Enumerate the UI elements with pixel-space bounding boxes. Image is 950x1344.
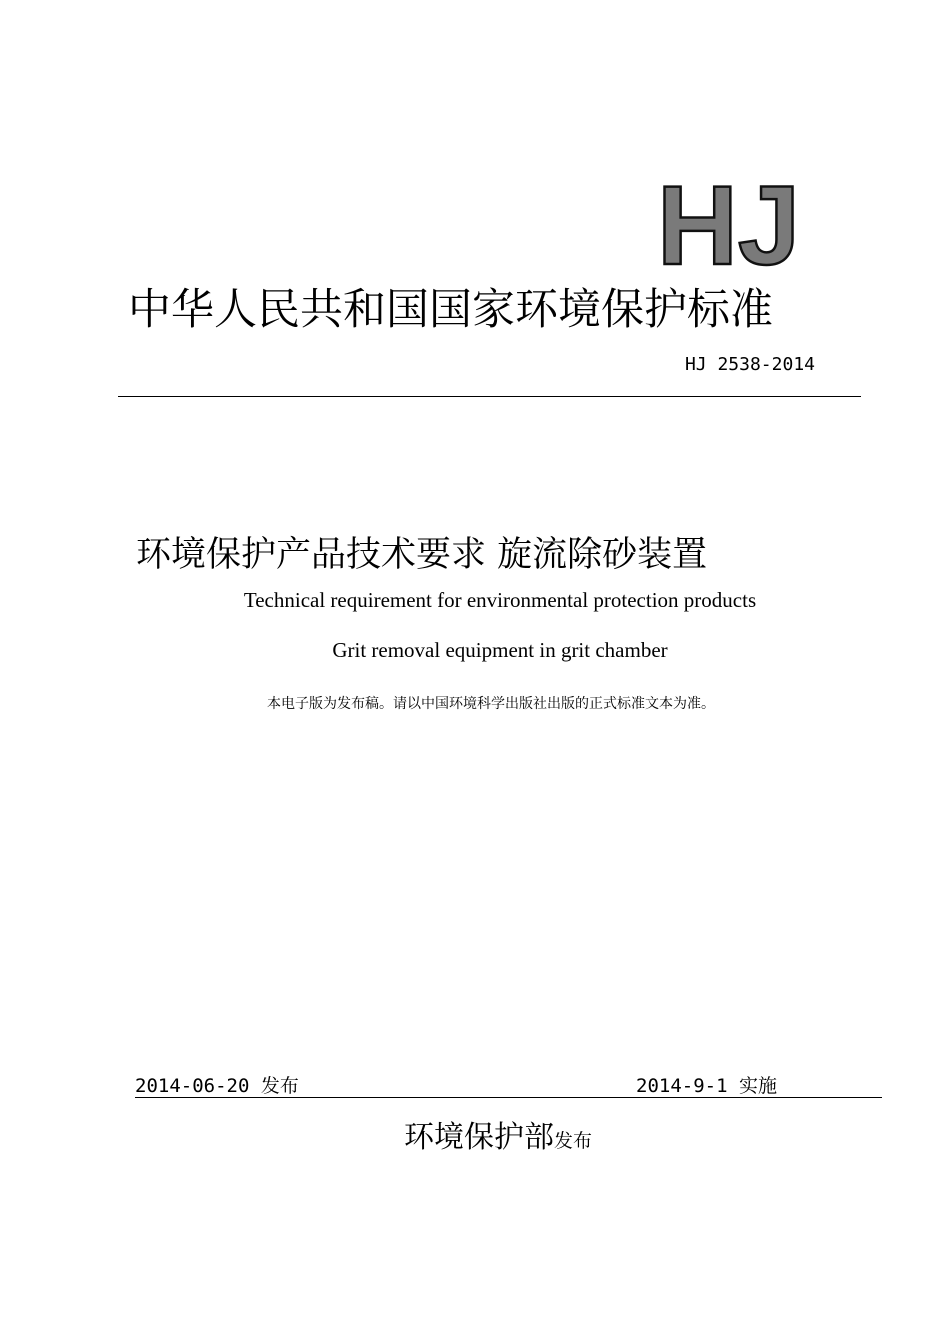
electronic-version-notice: 本电子版为发布稿。请以中国环境科学出版社出版的正式标准文本为准。 <box>267 696 715 712</box>
top-divider <box>118 396 861 397</box>
document-title-en-line1: Technical requirement for environmental protection products <box>243 588 757 612</box>
hj-logo-text: HJ <box>657 176 801 276</box>
bottom-divider <box>135 1097 882 1098</box>
hj-logo-graphic <box>655 176 815 276</box>
implementation-date-block <box>636 1071 777 1098</box>
org-title: 中华人民共和国国家环境保护标准 <box>128 285 773 335</box>
standard-number: HJ 2538-2014 <box>684 354 815 375</box>
implementation-date: 2014-9-1 <box>636 1075 728 1097</box>
document-title-en-line2: Grit removal equipment in grit chamber <box>332 638 668 662</box>
issue-label: 发布 <box>260 1075 299 1097</box>
document-title-cn: 环境保护产品技术要求 旋流除砂装置 <box>136 535 708 575</box>
implementation-label: 实施 <box>738 1075 777 1097</box>
issuer-name: 环境保护部 <box>404 1120 554 1155</box>
hj-logo <box>655 176 815 276</box>
issuer-block <box>404 1112 592 1156</box>
issuer-suffix: 发布 <box>554 1130 593 1152</box>
issue-date-block <box>135 1071 299 1098</box>
issue-date: 2014-06-20 <box>135 1075 250 1097</box>
